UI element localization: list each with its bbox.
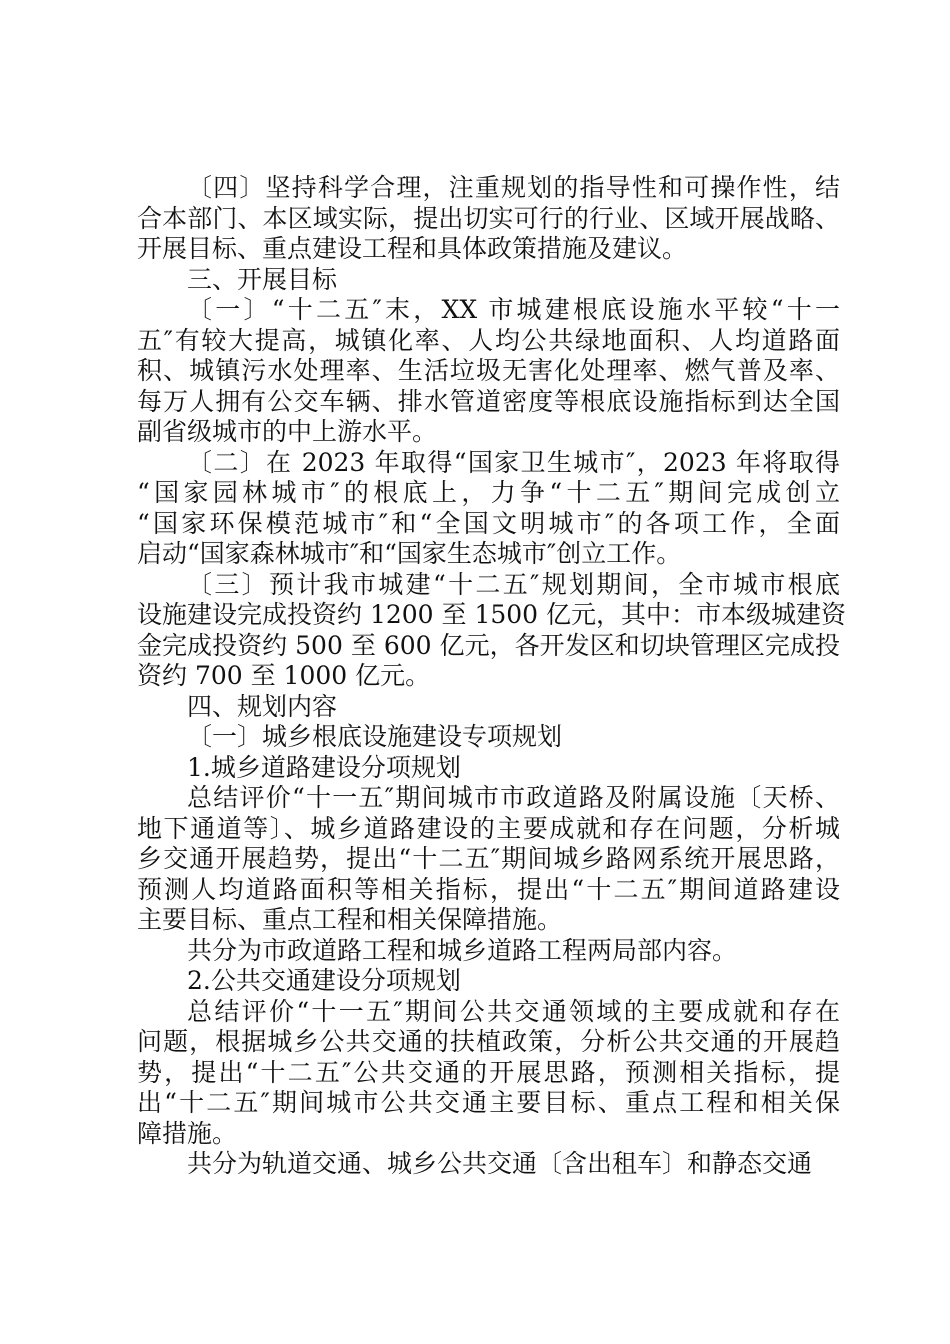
text-line: 地下通道等〕、城乡道路建设的主要成就和存在问题，分析城 <box>137 813 840 843</box>
text-line: 启动“国家森林城市″和“国家生态城市″创立工作。 <box>137 539 682 568</box>
paragraph-goal-3 <box>137 569 847 692</box>
text-line: 〔三〕预计我市城建“十二五″规划期间，全市城市根底 <box>187 569 840 599</box>
document-body <box>137 173 847 1180</box>
text-line: 设施建设完成投资约 1200 至 1500 亿元，其中：市本级城建资 <box>137 600 847 629</box>
paragraph-goal-1 <box>137 295 840 448</box>
item-heading: 2.公共交通建设分项规划 <box>187 966 461 995</box>
paragraph-road-parts <box>137 936 840 967</box>
text-line: 障措施。 <box>137 1118 238 1148</box>
subsection-heading-1 <box>137 722 840 753</box>
text-line: 主要目标、重点工程和相关保障措施。 <box>137 905 563 934</box>
text-line: 共分为轨道交通、城乡公共交通〔含出租车〕和静态交通 <box>187 1149 813 1178</box>
item-heading-road <box>137 753 840 784</box>
subsection-heading: 〔一〕城乡根底设施建设专项规划 <box>187 722 563 751</box>
text-line: 每万人拥有公交车辆、排水管道密度等根底设施指标到达全国 <box>137 386 840 416</box>
text-line: 共分为市政道路工程和城乡道路工程两局部内容。 <box>187 935 738 965</box>
section-heading-goals <box>137 265 840 296</box>
text-line: 开展目标、重点建设工程和具体政策措施及建议。 <box>137 234 688 263</box>
text-line: 积、城镇污水处理率、生活垃圾无害化处理率、燃气普及率、 <box>137 356 840 385</box>
section-heading-content <box>137 692 840 723</box>
text-line: 副省级城市的中上游水平。 <box>137 417 438 446</box>
text-line: 合本部门、本区域实际，提出切实可行的行业、区域开展战略、 <box>137 203 840 233</box>
text-line: 势，提出“十二五″公共交通的开展思路，预测相关指标，提 <box>137 1057 840 1087</box>
text-line: 问题，根据城乡公共交通的扶植政策，分析公共交通的开展趋 <box>137 1027 840 1056</box>
text-line: “国家园林城市″的根底上，力争“十二五″期间完成创立 <box>137 478 840 507</box>
text-line: 〔二〕在 2023 年取得“国家卫生城市″，2023 年将取得 <box>187 447 840 477</box>
text-line: 预测人均道路面积等相关指标，提出“十二五″期间道路建设 <box>137 874 840 904</box>
paragraph-transit-plan <box>137 997 840 1150</box>
text-line: 总结评价“十一五″期间城市市政道路及附属设施〔天桥、 <box>187 783 840 812</box>
paragraph-transit-parts <box>137 1149 840 1180</box>
text-line: 乡交通开展趋势，提出“十二五″期间城乡路网系统开展思路， <box>137 844 840 873</box>
text-line: 总结评价“十一五″期间公共交通领域的主要成就和存在 <box>187 996 840 1026</box>
text-line: 金完成投资约 500 至 600 亿元，各开发区和切块管理区完成投 <box>137 630 840 660</box>
text-line: 〔四〕坚持科学合理，注重规划的指导性和可操作性，结 <box>187 173 840 202</box>
item-heading: 1.城乡道路建设分项规划 <box>187 752 461 782</box>
text-line: 资约 700 至 1000 亿元。 <box>137 661 431 690</box>
text-line: 出“十二五″期间城市公共交通主要目标、重点工程和相关保 <box>137 1088 840 1117</box>
text-line: “国家环保模范城市″和“全国文明城市″的各项工作，全面 <box>137 508 840 538</box>
paragraph-road-plan <box>137 783 840 936</box>
text-line: 〔一〕“十二五″末，XX 市城建根底设施水平较“十一 <box>187 295 840 324</box>
section-heading: 四、规划内容 <box>187 691 338 721</box>
text-line: 五″有较大提高，城镇化率、人均公共绿地面积、人均道路面 <box>137 325 840 355</box>
item-heading-transit <box>137 966 840 997</box>
paragraph-goal-2 <box>137 448 840 570</box>
section-heading: 三、开展目标 <box>187 264 338 294</box>
paragraph-principle-4 <box>137 173 840 265</box>
